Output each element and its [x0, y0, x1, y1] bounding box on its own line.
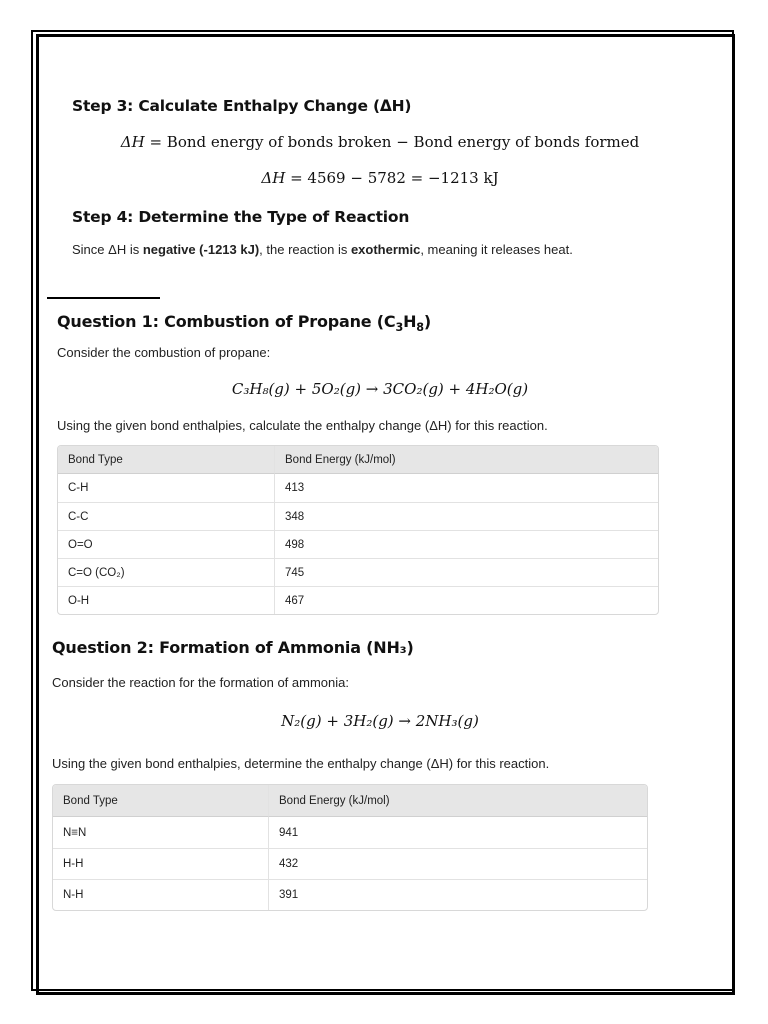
table-header-bond-energy: Bond Energy (kJ/mol) [269, 785, 647, 817]
question1-heading-text: Question 1: Combustion of Propane (C [57, 312, 396, 331]
table-row [53, 848, 647, 879]
enthalpy-formula-lhs: ΔH [120, 133, 145, 151]
bond-energy-cell: 745 [275, 558, 658, 586]
bond-type-cell: H-H [53, 848, 269, 879]
step4-negative-value: negative (-1213 kJ) [142, 242, 260, 257]
question1-heading-text: ) [423, 312, 431, 331]
table-row [53, 817, 647, 848]
enthalpy-calculation-rhs: = 4569 − 5782 = −1213 kJ [290, 169, 499, 187]
table-row [58, 586, 658, 614]
bond-energy-cell: 941 [279, 826, 299, 839]
bond-energy-cell: 498 [275, 530, 658, 558]
question1-heading-text: H [403, 312, 417, 331]
question2-bond-table [52, 784, 648, 911]
question1-bond-table [57, 445, 659, 615]
question1-heading-sub: 8 [416, 321, 424, 335]
section-divider [47, 297, 160, 299]
bond-type-cell: N≡N [53, 817, 269, 848]
question2-instruction: Using the given bond enthalpies, determine the enthalpy change (ΔH) for this reaction. [52, 756, 550, 771]
bond-energy-cell: 391 [269, 879, 647, 910]
enthalpy-formula [100, 133, 660, 151]
step3-heading: Step 3: Calculate Enthalpy Change (ΔH) [72, 97, 412, 115]
bond-type-cell: C-H [58, 474, 275, 502]
question1-heading [57, 312, 431, 334]
bond-type-cell: O-H [58, 586, 275, 614]
table-header-row [58, 446, 658, 474]
step4-text [72, 242, 573, 257]
question2-intro: Consider the reaction for the formation of ammonia: [52, 675, 349, 690]
step4-text-part: , meaning it releases heat. [420, 242, 573, 257]
table-row [58, 558, 658, 586]
question1-intro: Consider the combustion of propane: [57, 345, 271, 360]
step4-exothermic: exothermic [350, 242, 421, 257]
table-header-bond-energy: Bond Energy (kJ/mol) [275, 446, 658, 474]
ammonia-equation-text: N₂(g) + 3H₂(g) → 2NH₃(g) [281, 712, 479, 730]
step4-heading: Step 4: Determine the Type of Reaction [72, 208, 410, 226]
enthalpy-formula-rhs: = Bond energy of bonds broken − Bond energy of bonds formed [149, 133, 640, 151]
ammonia-formation-equation [100, 712, 660, 730]
table-row [58, 474, 658, 502]
question1-heading-sub: 3 [395, 321, 404, 335]
step4-text-part: , the reaction is [259, 242, 351, 257]
enthalpy-calculation [100, 169, 660, 187]
table-header-bond-type: Bond Type [58, 446, 275, 474]
table-header-bond-type: Bond Type [53, 785, 269, 817]
bond-energy-cell: 348 [275, 502, 658, 530]
bond-type-cell: O=O [58, 530, 275, 558]
step4-text-part: Since ΔH is [72, 242, 143, 257]
table-row [58, 530, 658, 558]
question2-heading: Question 2: Formation of Ammonia (NH₃) [52, 638, 414, 657]
bond-energy-cell: 467 [275, 586, 658, 614]
question1-instruction: Using the given bond enthalpies, calculate the enthalpy change (ΔH) for this reaction. [57, 418, 548, 433]
bond-type-cell: C-C [58, 502, 275, 530]
bond-type-cell: C=O (CO₂) [58, 558, 275, 586]
bond-energy-cell: 432 [269, 848, 647, 879]
table-row [58, 502, 658, 530]
enthalpy-calculation-lhs: ΔH [261, 169, 286, 187]
table-row [53, 879, 647, 910]
bond-energy-cell: 413 [285, 482, 305, 494]
table-header-row [53, 785, 647, 817]
propane-equation-text: C₃H₈(g) + 5O₂(g) → 3CO₂(g) + 4H₂O(g) [231, 380, 529, 398]
bond-type-cell: N-H [53, 879, 269, 910]
propane-combustion-equation [100, 380, 660, 398]
